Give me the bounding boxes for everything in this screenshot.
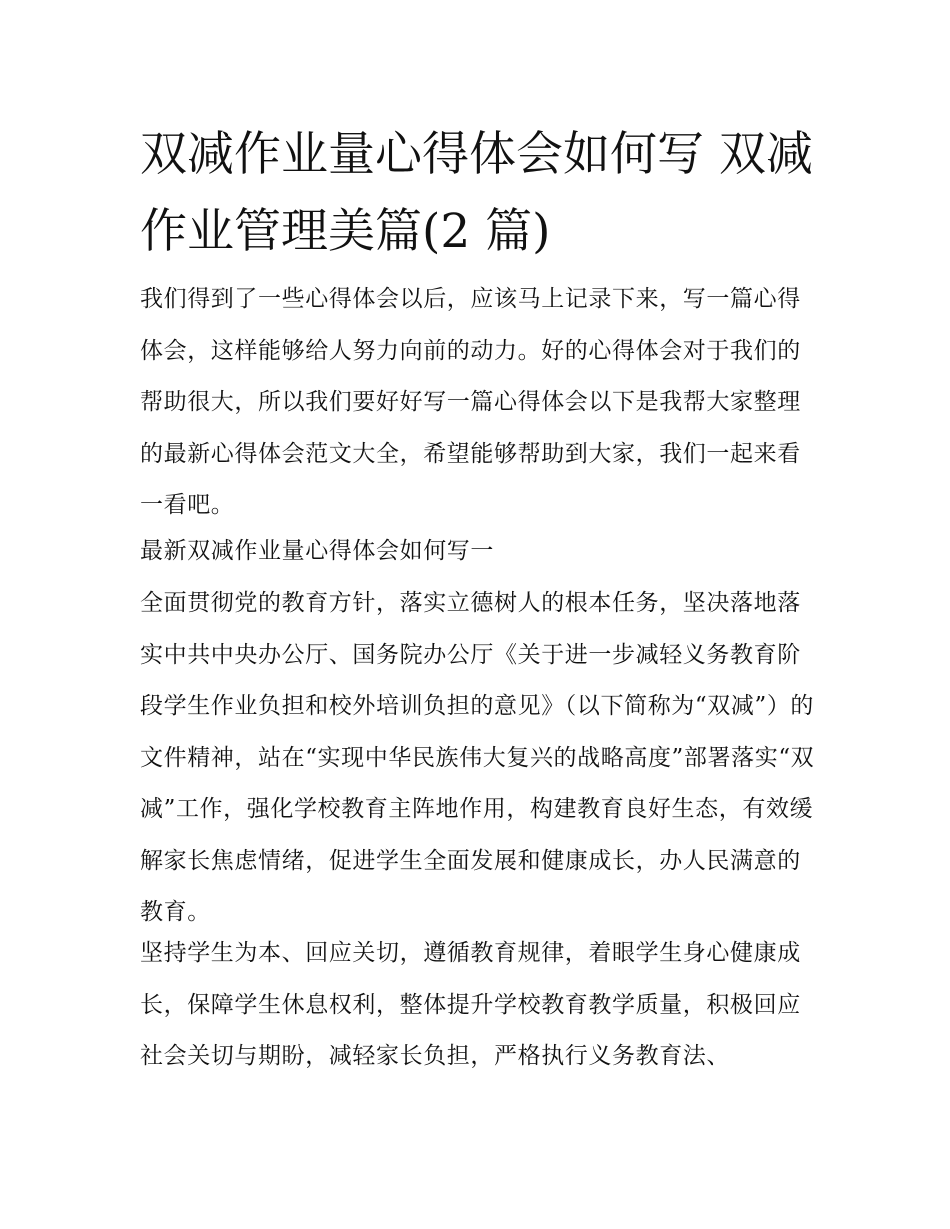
document-title: 双减作业量心得体会如何写 双减作业管理美篇(2 篇) [140, 127, 813, 259]
section-heading: 最新双减作业量心得体会如何写一 [140, 538, 494, 564]
body-paragraph-2: 坚持学生为本、回应关切，遵循教育规律，着眼学生身心健康成长，保障学生休息权利，整体提升学校教育教学质量，积极回应社会关切与期盼，减轻家长负担，严格执行义务教育法、 [140, 940, 801, 1069]
intro-paragraph: 我们得到了一些心得体会以后，应该马上记录下来，写一篇心得体会，这样能够给人努力向前的动力。好的心得体会对于我们的帮助很大，所以我们要好好写一篇心得体会以下是我帮大家整理的最新心得体会范文大全，希望能够帮助到大家，我们一起来看一看吧。 [140, 286, 801, 518]
body-paragraph-1: 全面贯彻党的教育方针，落实立德树人的根本任务，坚决落地落实中共中央办公厅、国务院办公厅《关于进一步减轻义务教育阶段学生作业负担和校外培训负担的意见》（以下简称为“双减”）的文件精神，站在“实现中华民族伟大复兴的战略高度”部署落实“双减”工作，强化学校教育主阵地作用，构建教育良好生态，有效缓解家长焦虑情绪，促进学生全面发展和健康成长，办人民满意的教育。 [140, 590, 815, 925]
